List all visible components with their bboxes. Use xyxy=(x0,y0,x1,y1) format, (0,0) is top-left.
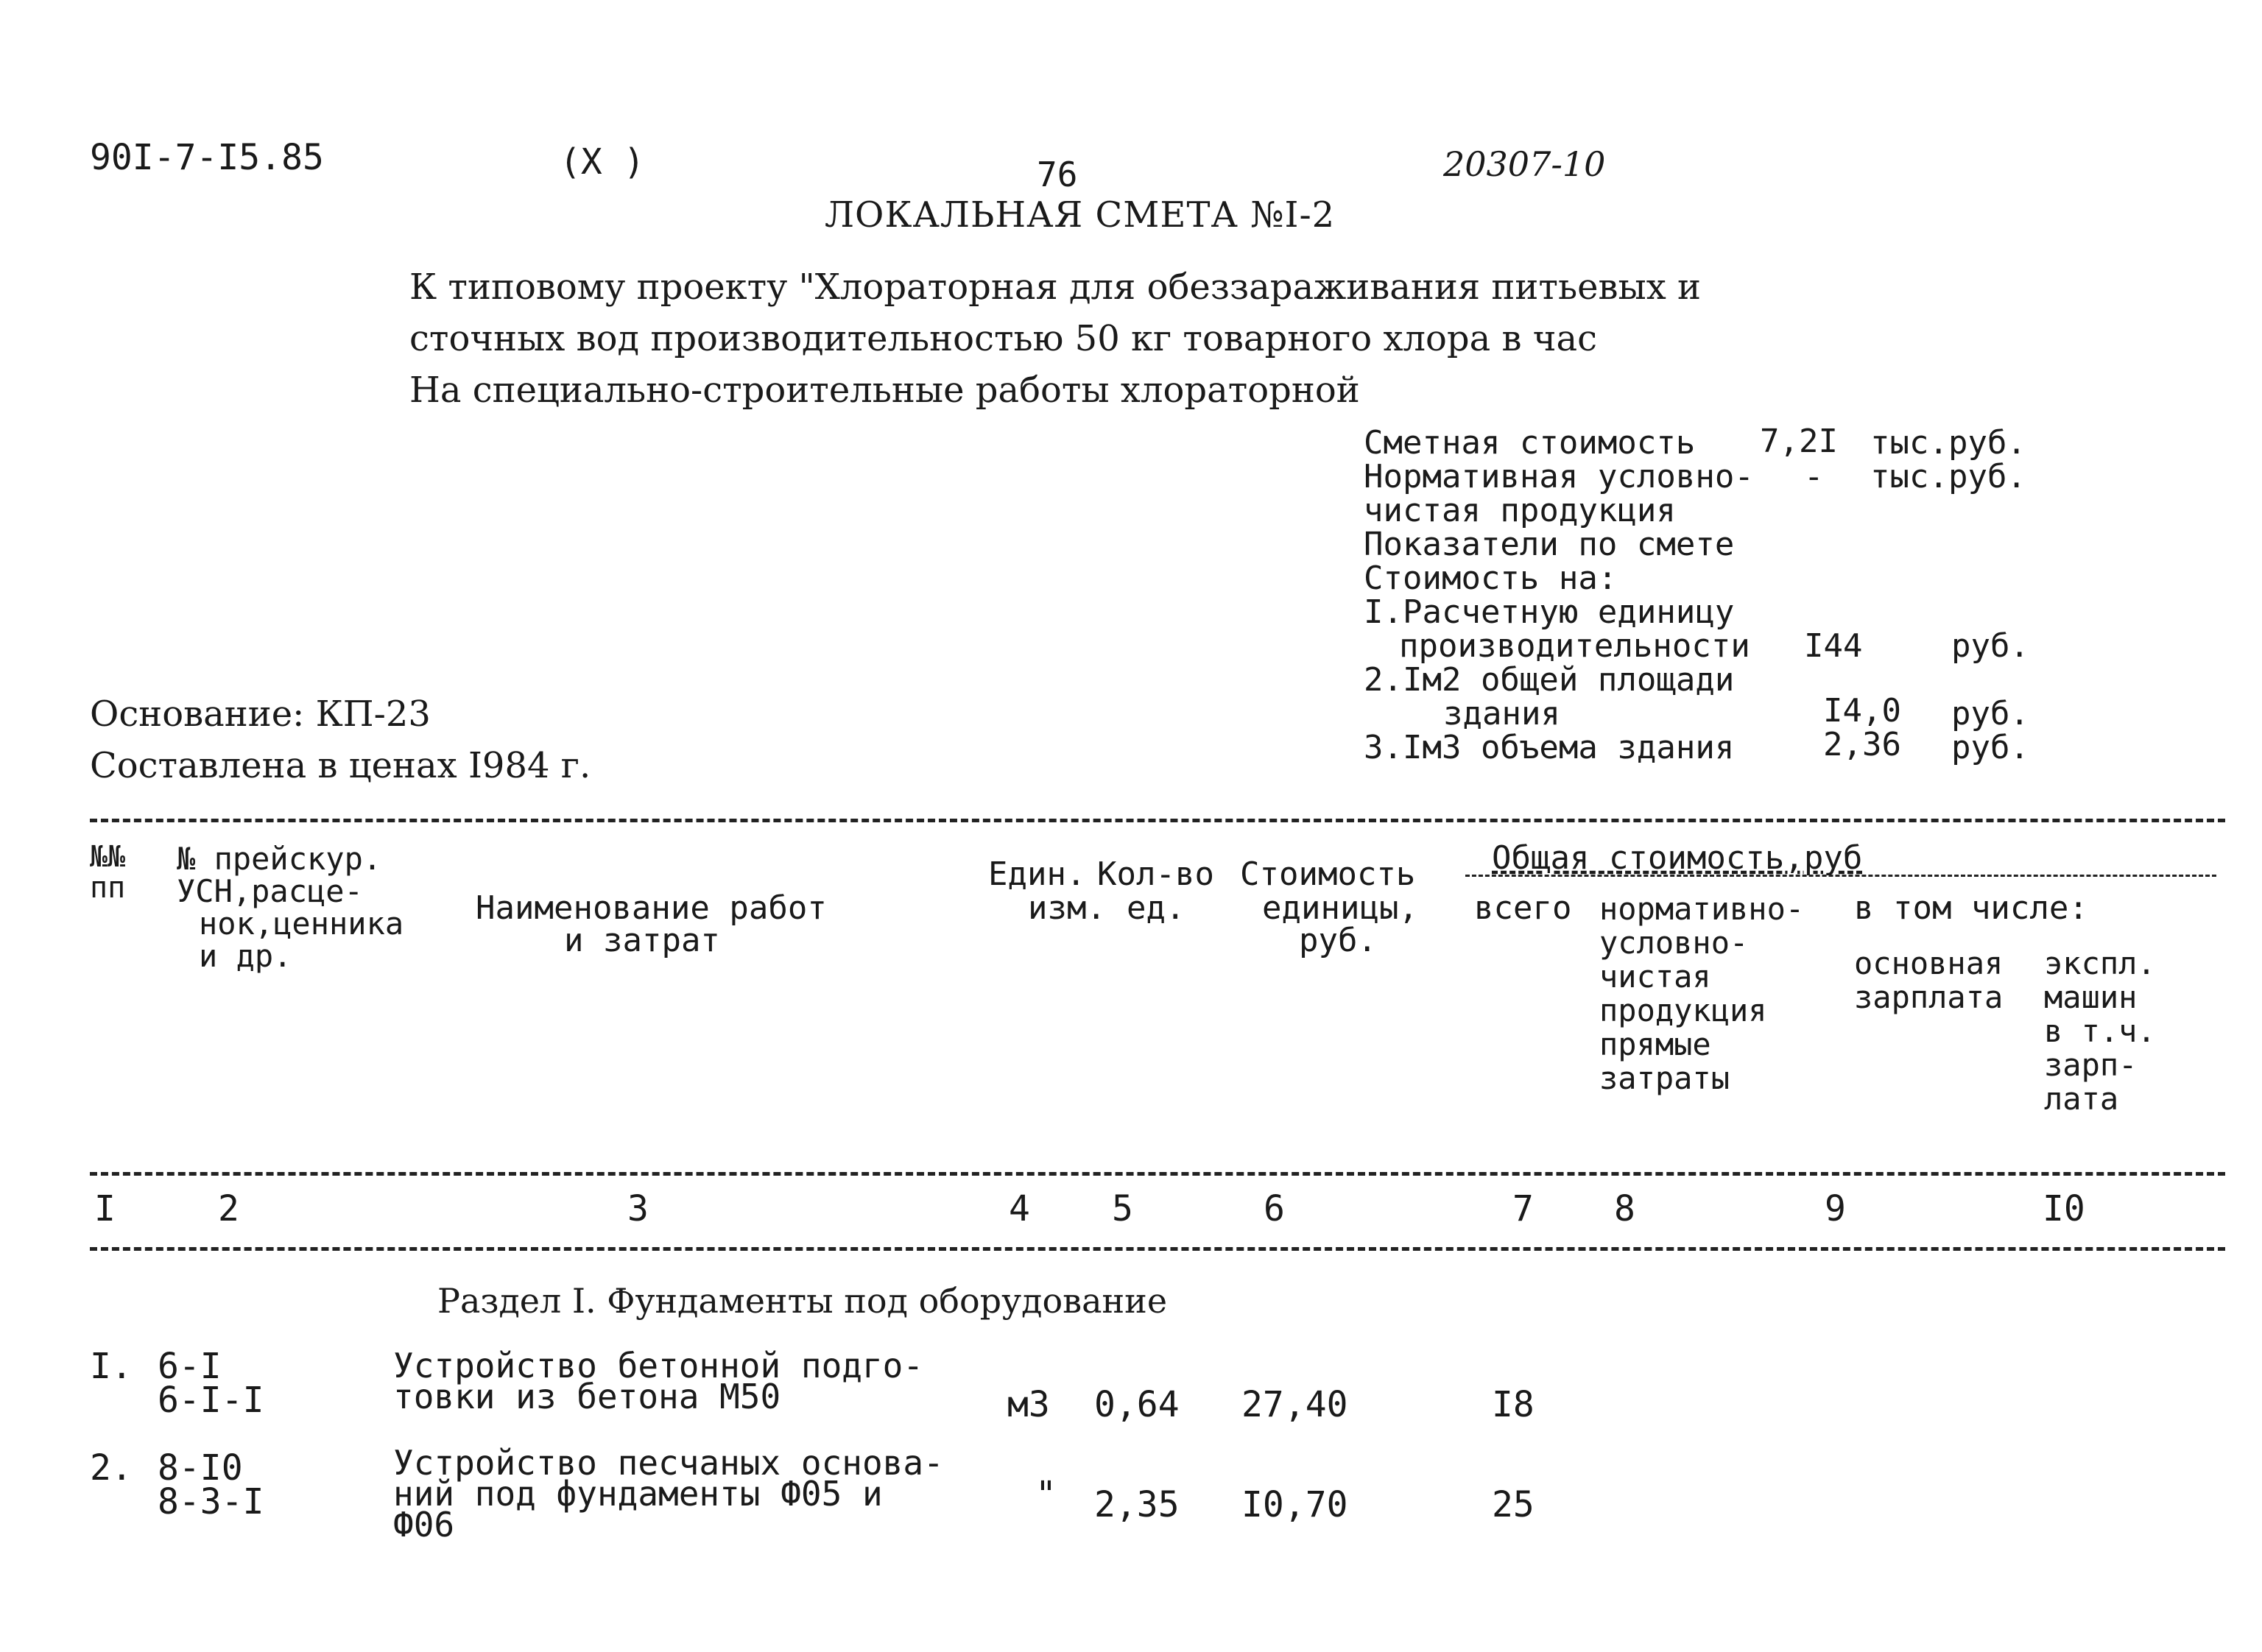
column-number: 4 xyxy=(1009,1188,1030,1229)
row-quantity: 0,64 xyxy=(1094,1384,1180,1425)
header-col-2-line-2: УСН,расце- xyxy=(177,873,363,909)
row-name-line-2: ний под фундаменты Ф05 и xyxy=(393,1474,883,1514)
estimated-cost-value: 7,2I xyxy=(1760,423,1838,460)
row-name-line-2: товки из бетона М50 xyxy=(393,1377,781,1416)
indicator-3-unit: руб. xyxy=(1951,729,2029,766)
header-col-1-line-2: пп xyxy=(90,871,126,905)
document-title: ЛОКАЛЬНАЯ СМЕТА №I-2 xyxy=(825,194,1336,236)
row-code-2: 6-I-I xyxy=(158,1380,264,1421)
column-number: I0 xyxy=(2043,1188,2085,1229)
header-total-group: Общая стоимость,руб xyxy=(1492,839,1863,877)
header-col-8-line-5: прямые xyxy=(1599,1026,1711,1062)
header-col-1-line-1: №№ xyxy=(90,840,126,874)
indicator-1-unit: руб. xyxy=(1951,627,2029,665)
page-number: 76 xyxy=(1037,155,1078,194)
row-number: I. xyxy=(90,1346,133,1387)
header-col-10-line-5: лата xyxy=(2044,1081,2119,1117)
row-quantity: 2,35 xyxy=(1094,1484,1180,1525)
indicator-3-value: 2,36 xyxy=(1823,726,1901,763)
header-col-8-line-2: условно- xyxy=(1599,925,1749,961)
header-col-2-line-3: нок,ценника xyxy=(199,906,404,942)
header-col-8-line-3: чистая xyxy=(1599,959,1711,995)
indicator-3-label: 3.Iм3 объема здания xyxy=(1364,729,1735,766)
indicators-label: Показатели по смете xyxy=(1364,526,1735,563)
indicator-1-value: I44 xyxy=(1804,627,1863,665)
estimated-cost-unit: тыс.руб. xyxy=(1870,424,2026,462)
cost-on-label: Стоимость на: xyxy=(1364,560,1618,597)
header-col-6-line-3: руб. xyxy=(1299,922,1377,959)
column-number: 3 xyxy=(627,1188,649,1229)
header-col-4-line-2: изм. xyxy=(1028,889,1106,927)
row-total: I8 xyxy=(1492,1384,1535,1425)
row-name-line-1: Устройство песчаных основа- xyxy=(393,1443,944,1483)
basis-line-1: Основание: КП-23 xyxy=(90,693,431,735)
column-number: 7 xyxy=(1512,1188,1534,1229)
column-number: 2 xyxy=(218,1188,239,1229)
indicator-1-line-1: I.Расчетную единицу xyxy=(1364,593,1735,631)
header-total-group-rule xyxy=(1465,875,2216,877)
row-unit-price: I0,70 xyxy=(1241,1484,1348,1525)
normative-label-1: Нормативная условно- xyxy=(1364,458,1754,495)
header-col-6-line-1: Стоимость xyxy=(1240,855,1416,893)
normative-label-2: чистая продукция xyxy=(1364,492,1676,529)
row-name-line-1: Устройство бетонной подго- xyxy=(393,1346,924,1386)
header-col-10-line-1: экспл. xyxy=(2044,945,2156,981)
header-including: в том числе: xyxy=(1854,889,2088,927)
column-number: 6 xyxy=(1264,1188,1285,1229)
row-name-line-3: Ф06 xyxy=(393,1505,455,1545)
indicator-2-line-1: 2.Iм2 общей площади xyxy=(1364,661,1735,699)
document-mark: (X ) xyxy=(560,141,645,183)
handwritten-code: 20307-10 xyxy=(1443,144,1606,184)
intro-line-2: сточных вод производительностью 50 кг товарного хлора в час xyxy=(409,318,1598,359)
row-number: 2. xyxy=(90,1447,133,1489)
header-col-2-line-4: и др. xyxy=(199,938,292,974)
header-col-4-line-1: Един. xyxy=(988,855,1086,893)
normative-value: - xyxy=(1804,458,1824,495)
column-number: 8 xyxy=(1614,1188,1635,1229)
header-col-8-line-6: затраты xyxy=(1599,1060,1730,1096)
column-numbers-bottom-rule xyxy=(90,1247,2225,1251)
header-col-9-line-1: основная xyxy=(1854,945,2004,981)
intro-line-3: На специально-строительные работы хлораторной xyxy=(409,370,1360,411)
header-col-5-line-1: Кол-во xyxy=(1097,855,1214,893)
row-code-1: 8-I0 xyxy=(158,1447,243,1489)
row-unit: " xyxy=(1035,1474,1057,1515)
table-top-rule xyxy=(90,819,2225,822)
document-code: 90I-7-I5.85 xyxy=(90,137,324,178)
normative-unit: тыс.руб. xyxy=(1870,458,2026,495)
header-col-10-line-3: в т.ч. xyxy=(2044,1013,2156,1049)
row-unit: м3 xyxy=(1007,1384,1050,1425)
header-col-3-line-2: и затрат xyxy=(564,922,720,959)
column-number: 5 xyxy=(1112,1188,1133,1229)
indicator-2-unit: руб. xyxy=(1951,695,2029,733)
header-col-10-line-4: зарп- xyxy=(2044,1047,2138,1083)
section-title: Раздел I. Фундаменты под оборудование xyxy=(437,1281,1168,1321)
indicator-1-line-2: производительности xyxy=(1399,627,1750,665)
intro-line-1: К типовому проекту "Хлораторная для обеззараживания питьевых и xyxy=(409,266,1702,308)
column-number: 9 xyxy=(1825,1188,1846,1229)
header-col-10-line-2: машин xyxy=(2044,979,2138,1015)
basis-line-2: Составлена в ценах I984 г. xyxy=(90,745,591,786)
indicator-2-line-2: здания xyxy=(1443,695,1560,733)
row-code-1: 6-I xyxy=(158,1346,222,1387)
header-col-9-line-2: зарплата xyxy=(1854,979,2004,1015)
header-col-3-line-1: Наименование работ xyxy=(476,889,827,927)
header-col-5-line-2: ед. xyxy=(1127,889,1185,927)
indicator-2-value: I4,0 xyxy=(1823,692,1901,730)
header-col-6-line-2: единицы, xyxy=(1262,889,1418,927)
header-col-7: всего xyxy=(1474,889,1572,927)
row-unit-price: 27,40 xyxy=(1241,1384,1348,1425)
column-number: I xyxy=(94,1188,116,1229)
row-total: 25 xyxy=(1492,1484,1535,1525)
row-code-2: 8-3-I xyxy=(158,1481,264,1522)
header-col-2-line-1: № прейскур. xyxy=(177,841,382,877)
header-col-8-line-4: продукция xyxy=(1599,992,1767,1028)
estimated-cost-label: Сметная стоимость xyxy=(1364,424,1696,462)
header-col-8-line-1: нормативно- xyxy=(1599,891,1805,927)
column-numbers-top-rule xyxy=(90,1172,2225,1176)
